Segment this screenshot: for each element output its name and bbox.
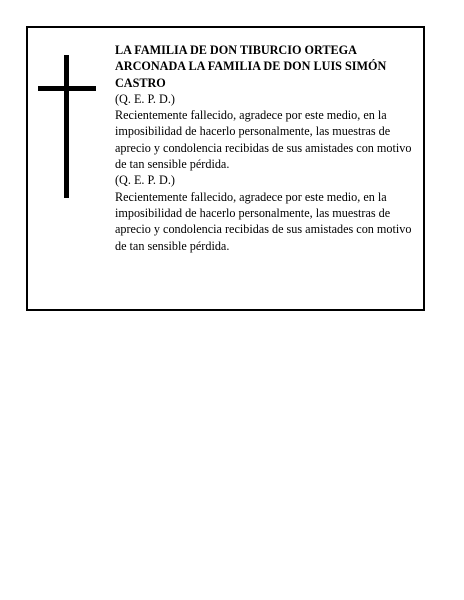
qepd-label: (Q. E. P. D.) bbox=[115, 173, 175, 188]
cross-vertical-bar bbox=[64, 55, 69, 198]
cross-icon bbox=[38, 55, 96, 198]
heading-line: CASTRO bbox=[115, 75, 166, 90]
cross-horizontal-bar bbox=[38, 86, 96, 91]
notice-heading bbox=[115, 42, 423, 91]
heading-line: ARCONADA LA FAMILIA DE DON LUIS SIMÓN bbox=[115, 59, 387, 74]
gratitude-message: Recientemente fallecido, agradece por este medio, en la imposibilidad de hacerlo personalmente, las muestras de aprecio y condolencia recibidas de sus amistades con motivo de tan sensible pérdida. bbox=[115, 108, 412, 172]
heading-line: LA FAMILIA DE DON TIBURCIO ORTEGA bbox=[115, 43, 357, 57]
obituary-notice bbox=[26, 26, 425, 311]
notice-text bbox=[115, 42, 423, 254]
qepd-label: (Q. E. P. D.) bbox=[115, 91, 175, 106]
gratitude-message: Recientemente fallecido, agradece por este medio, en la imposibilidad de hacerlo personalmente, las muestras de aprecio y condolencia recibidas de sus amistades con motivo de tan sensible pérdida. bbox=[115, 189, 412, 253]
